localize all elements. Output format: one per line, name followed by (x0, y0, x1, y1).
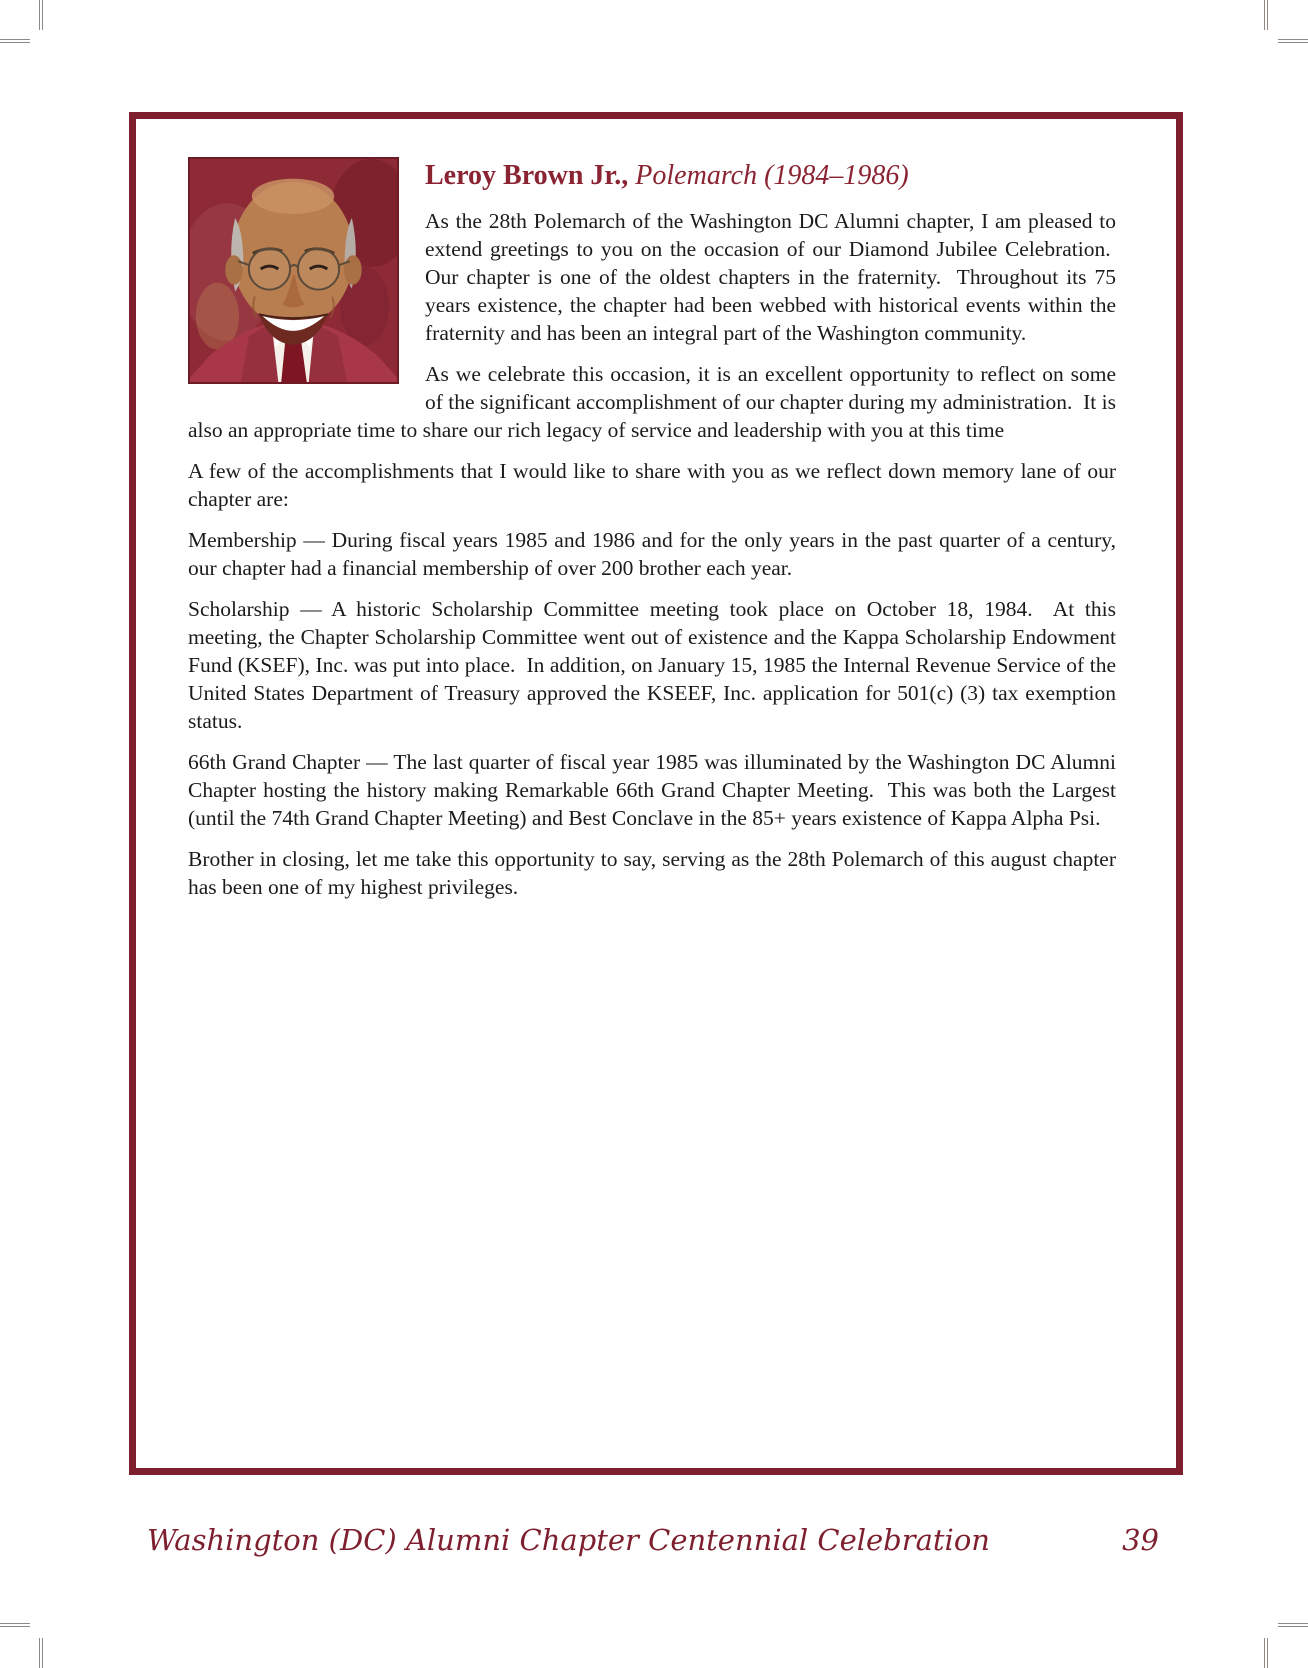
crop-mark-bottom-right-vertical (1264, 1638, 1268, 1668)
crop-mark-top-left-vertical (39, 0, 43, 30)
crop-mark-top-left-horizontal (0, 39, 30, 43)
paragraph: As the 28th Polemarch of the Washington DC Alumni chapter, I am pleased to extend greetings to you on the occasion of our Diamond Jubilee Celebration. Our chapter is one of the oldest chapters in the fraternity. Throughout its 75 years existence, the chapter had been webbed with historical events within the fraternity and has been an integral part of the Washington community. (425, 209, 1116, 345)
polemarch-name: Leroy Brown Jr., (425, 160, 629, 191)
page-footer (147, 1520, 1159, 1560)
crop-mark-top-right-horizontal (1278, 39, 1308, 43)
crop-mark-bottom-right-horizontal (1278, 1623, 1308, 1627)
crop-mark-top-right-vertical (1264, 0, 1268, 30)
crop-mark-bottom-left-horizontal (0, 1623, 30, 1627)
paragraph: Brother in closing, let me take this opportunity to say, serving as the 28th Polemarch of this august chapter has been one of my highest privileges. (188, 847, 1116, 899)
article (136, 119, 1176, 1468)
page-frame (129, 112, 1183, 1475)
polemarch-portrait-photo (188, 157, 399, 384)
paragraph: A few of the accomplishments that I would like to share with you as we reflect down memory lane of our chapter are: (188, 459, 1116, 511)
page-number: 39 (1122, 1523, 1159, 1557)
paragraph: 66th Grand Chapter — The last quarter of fiscal year 1985 was illuminated by the Washington DC Alumni Chapter hosting the history making Remarkable 66th Grand Chapter Meeting. This was both the Largest (until the 74th Grand Chapter Meeting) and Best Conclave in the 85+ years existence of Kappa Alpha Psi. (188, 750, 1116, 830)
paragraph: As we celebrate this occasion, it is an excellent opportunity to reflect on some of the significant accomplishment of our chapter during my administration. It is also an appropriate time to share our rich legacy of service and leadership with you at this time (188, 362, 1116, 442)
portrait-illustration (190, 159, 397, 382)
polemarch-term: Polemarch (1984–1986) (628, 160, 909, 191)
paragraph: Membership — During fiscal years 1985 and 1986 and for the only years in the past quarter of a century, our chapter had a financial membership of over 200 brother each year. (188, 528, 1116, 580)
crop-mark-bottom-left-vertical (39, 1638, 43, 1668)
paragraph: Scholarship — A historic Scholarship Committee meeting took place on October 18, 1984. At this meeting, the Chapter Scholarship Committee went out of existence and the Kappa Scholarship Endowment Fund (KSEF), Inc. was put into place. In addition, on January 15, 1985 the Internal Revenue Service of the United States Department of Treasury approved the KSEEF, Inc. application for 501(c) (3) tax exemption status. (188, 597, 1116, 733)
footer-title: Washington (DC) Alumni Chapter Centennial Celebration (147, 1523, 990, 1557)
